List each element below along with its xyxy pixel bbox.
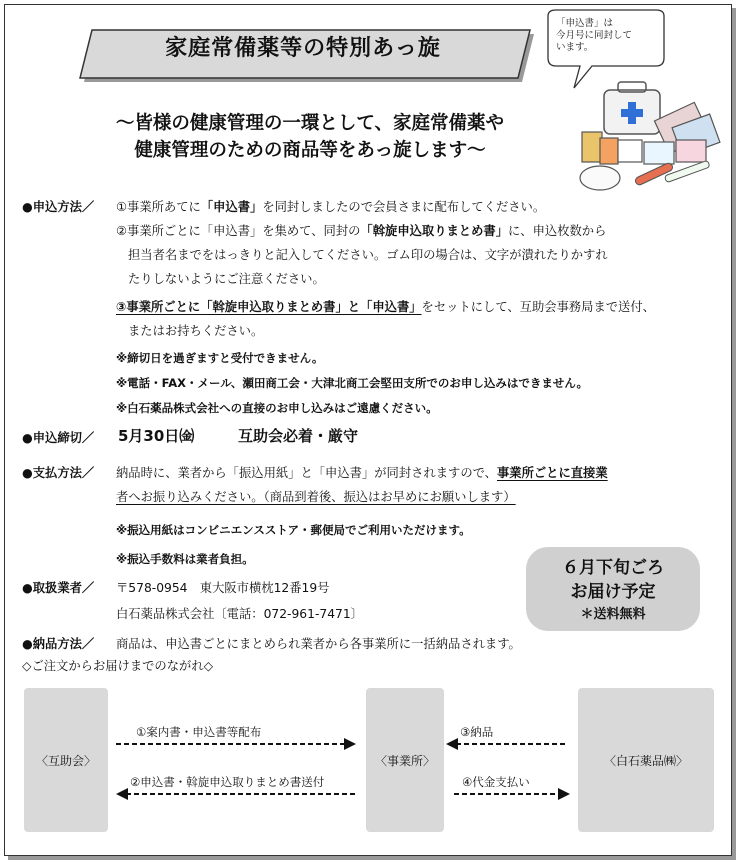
flow-step-2: ②申込書・斡旋申込取りまとめ書送付 — [130, 775, 325, 789]
arrowhead-step-4 — [558, 788, 570, 800]
badge-line-1: ６月下旬ごろ — [562, 558, 664, 578]
deadline-label: ●申込締切／ — [22, 431, 95, 445]
apply-method-label: ●申込方法／ — [22, 200, 95, 214]
bubble-line-1: 「申込書」は — [556, 18, 614, 29]
payment-text-1-plain: 納品時に、業者から「振込用紙」と「申込書」が同封されますので、 — [116, 466, 497, 480]
flow-box-shiraishi-label: 〈白石薬品㈱〉 — [603, 754, 688, 768]
delivery-text: 商品は、申込書ごとにまとめられ業者から各事業所に一括納品されます。 — [116, 637, 521, 651]
item3-post: をセットにして、互助会事務局まで送付、 — [421, 300, 655, 314]
item3-bold: ③事業所ごとに「斡旋申込取りまとめ書」と「申込書」 — [116, 300, 422, 314]
subtitle-line-2: 健康管理のための商品等をあっ旋します～ — [134, 140, 486, 161]
payment-note-1: ※振込用紙はコンビニエンスストア・郵便局でご利用いただけます。 — [116, 523, 471, 537]
arrowhead-step-1 — [344, 738, 356, 750]
delivery-label: ●納品方法／ — [22, 637, 95, 651]
apply-method-item-2-line-3: たりしないようにご注意ください。 — [128, 272, 325, 286]
bubble-line-2: 今月号に同封して — [556, 30, 633, 41]
vendor-address: 〒578-0954 東大阪市横枕12番19号 — [116, 581, 330, 595]
deadline-date: 5月30日㈮ — [118, 427, 195, 445]
payment-label: ●支払方法／ — [22, 466, 95, 480]
flow-box-office-label: 〈事業所〉 — [374, 754, 435, 768]
flow-box-gojokai-label: 〈互助会〉 — [35, 754, 96, 768]
apply-method-item-3-line-2: またはお持ちください。 — [128, 324, 264, 338]
bubble-line-3: います。 — [556, 42, 594, 53]
item1-pre: ①事業所あてに — [116, 200, 201, 214]
apply-note-2: ※電話・FAX・メール、瀬田商工会・大津北商工会堅田支所でのお申し込みはできません。 — [116, 376, 589, 390]
flow-step-3: ③納品 — [460, 725, 494, 739]
badge-line-3: ＊送料無料 — [580, 607, 646, 622]
page-title: 家庭常備薬等の特別あっ旋 — [165, 36, 441, 61]
payment-note-2: ※振込手数料は業者負担。 — [116, 552, 254, 566]
arrowhead-step-2 — [116, 788, 128, 800]
subtitle-line-1: ～皆様の健康管理の一環として、家庭常備薬や — [115, 113, 505, 134]
payment-text-2: 者へお振り込みください。（商品到着後、振込はお早めにお願いします） — [116, 490, 516, 504]
item1-post: を同封しましたので会員さまに配布してください。 — [262, 200, 546, 214]
apply-note-1: ※締切日を過ぎますと受付できません。 — [116, 351, 324, 365]
payment-text-1-underlined: 事業所ごとに直接業 — [496, 466, 608, 480]
flow-step-4: ④代金支払い — [462, 775, 530, 789]
item2-pre: ②事業所ごとに「申込書」を集めて、同封の — [116, 224, 361, 238]
item2-post: に、申込枚数から — [508, 224, 607, 238]
item1-bold: 「申込書」 — [200, 200, 263, 214]
deadline-text: 互助会必着・厳守 — [238, 427, 359, 445]
apply-note-3: ※白石薬品株式会社への直接のお申し込みはご遠慮ください。 — [116, 401, 438, 415]
flow-heading: ◇ご注文からお届けまでのながれ◇ — [22, 659, 214, 673]
flow-step-1: ①案内書・申込書等配布 — [136, 725, 262, 739]
badge-line-2: お届け予定 — [570, 582, 656, 602]
vendor-name: 白石薬品株式会社〔電話：072-961-7471〕 — [116, 607, 363, 621]
item2-bold: 「斡旋申込取りまとめ書」 — [360, 224, 508, 238]
vendor-label: ●取扱業者／ — [22, 581, 95, 595]
apply-method-item-2-line-2: 担当者名までをはっきりと記入してください。ゴム印の場合は、文字が潰れたりかすれ — [128, 248, 608, 262]
arrowhead-step-3 — [446, 738, 458, 750]
